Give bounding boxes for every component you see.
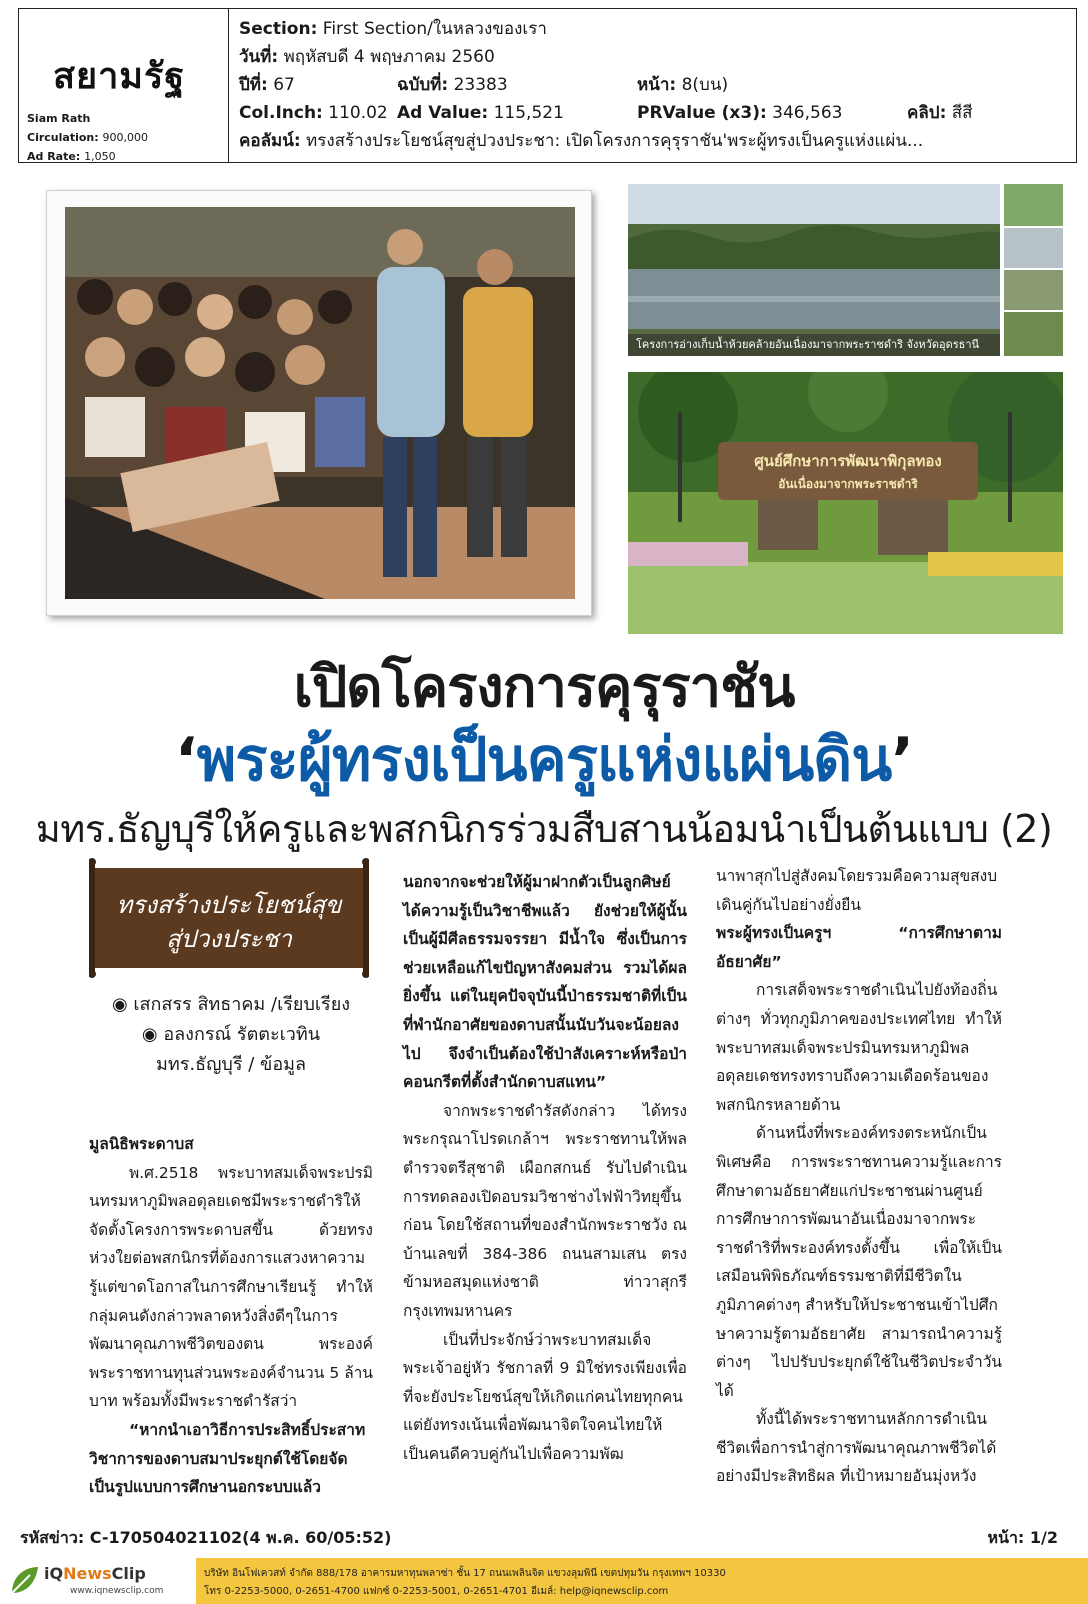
park-sign-line1: ศูนย์ศึกษาการพัฒนาพิกุลทอง — [754, 452, 942, 470]
subheading-foundation: มูลนิธิพระดาบส — [89, 1135, 194, 1153]
paragraph: การเสด็จพระราชดำเนินไปยังท้องถิ่นต่างๆ ทั่วทุกภูมิภาคของประเทศไทย ทำให้พระบาทสมเด็จพระปรมินทรมหาภูมิพลอดุลยเดชทรงทราบถึงความเดือดร้อนของพสกนิกรหลายด้าน — [716, 981, 1002, 1114]
brand-url: www.iqnewsclip.com — [70, 1586, 164, 1596]
footer-bar — [0, 1558, 1088, 1604]
column-banner — [89, 858, 369, 978]
headline-line2: ‘พระผู้ทรงเป็นครูแห่งแผ่นดิน’ — [174, 725, 914, 795]
ad-rate: Ad Rate: 1,050 — [27, 150, 116, 163]
learning-center-illustration — [628, 372, 1063, 634]
park-sign-line2: อันเนื่องมาจากพระราชดำริ — [778, 477, 918, 491]
byline-source: มทร.ธัญบุรี / ข้อมูล — [155, 1054, 307, 1075]
paragraph: พ.ศ.2518 พระบาทสมเด็จพระปรมินทรมหาภูมิพลอดุลยเดชมีพระราชดำริให้จัดตั้งโครงการพระดาบสขึ้น ด้วยทรงห่วงใยต่อพสกนิกรที่ต้องการแสวงหาความรู้แต่ขาดโอกาสในการศึกษาเรียนรู้ ทำให้กลุ่มคนดังกล่าวพลาดหวังสิ่งดีๆในการพัฒนาคุณภาพชีวิตของตน พระองค์พระราชทานทุนส่วนพระองค์จำนวน 5 ล้านบาท พร้อมทั้งมีพระราชดำรัสว่า — [89, 1163, 373, 1411]
byline-author: ◉ เสกสรร สิทธาคม /เรียบเรียง — [111, 994, 351, 1015]
king-with-crowd-photo — [46, 190, 592, 616]
paragraph: ด้านหนึ่งที่พระองค์ทรงตระหนักเป็นพิเศษคือ การพระราชทานความรู้และการศึกษาตามอัธยาศัยแก่ประชาชนผ่านศูนย์การศึกษาการพัฒนาอันเนื่องมาจากพระราชดำริที่พระองค์ทรงตั้งขึ้น เพื่อให้เป็นเสมือนพิพิธภัณฑ์ธรรมชาติที่มีชีวิตในภูมิภาคต่างๆ สำหรับให้ประชาชนเข้าไปศึก — [716, 1124, 1002, 1314]
reservoir-photo — [628, 184, 1063, 356]
crowd-photo-illustration — [65, 207, 575, 599]
brand-name: iQNewsClip — [44, 1564, 146, 1583]
company-contact: โทร 0-2253-5000, 0-2651-4700 แฟกซ์ 0-2253-5001, 0-2651-4701 อีเมล์: help@iqnewsclip.com — [204, 1586, 669, 1597]
column-banner-text: ทรงสร้างประโยชน์สุข สู่ปวงประชา — [116, 891, 342, 953]
company-address: บริษัท อินโฟเควสท์ จำกัด 888/178 อาคารมหาทุนพลาซ่า ชั้น 17 ถนนเพลินจิต แขวงลุมพินี เขตปทุมวัน กรุงเทพฯ 10330 — [204, 1568, 726, 1579]
learning-center-photo — [628, 372, 1063, 634]
publication-name: Siam Rath — [27, 112, 91, 125]
publication-logo: สยามรัฐ — [53, 56, 186, 97]
section-row: Section: First Section/ในหลวงของเรา — [239, 19, 547, 39]
headline-line1: เปิดโครงการคุรุราชัน — [293, 655, 795, 720]
article-column-3 — [716, 862, 1002, 1491]
paragraph: จากพระราชดำรัสดังกล่าว ได้ทรงพระกรุณาโปรดเกล้าฯ พระราชทานให้พลตำรวจตรีสุชาติ เผือกสกนธ์ รับไปดำเนินการทดลองเปิดอบรมวิชาช่างไฟฟ้าวิทยุขึ้นก่อน โดยใช้สถานที่ของสำนักพระราชวัง ณ บ้านเลขที่ 384-386 ถนนสามเสน ตรงข้ามหอสมุดแห่งชาติ ท่าวาสุกรี กรุงเทพมหานคร — [403, 1101, 687, 1320]
column-row: คอลัมน์: ทรงสร้างประโยชน์สุขสู่ปวงประชา: เปิดโครงการคุรุราชัน'พระผู้ทรงเป็นครูแห่งแผ่น... — [239, 131, 924, 151]
subheading-informal-education: พระผู้ทรงเป็นครูฯ “การศึกษาตามอัธยาศัย” — [716, 924, 1002, 971]
clipping-meta — [239, 15, 1070, 155]
paragraph-quote: “หากนำเอาวิธีการประสิทธิ์ประสาทวิชาการของดาบสมาประยุกต์ใช้โดยจัดเป็นรูปแบบการศึกษานอกระบบแล้ว — [89, 1420, 366, 1497]
publication-meta — [27, 109, 148, 166]
issue-row: ปีที่: 67 ฉบับที่: 23383 หน้า: 8(บน) — [239, 75, 729, 95]
news-id: รหัสข่าว: C-170504021102(4 พ.ค. 60/05:52) — [20, 1528, 392, 1547]
article-column-1 — [89, 1130, 373, 1502]
paragraph: นาพาสุกไปสู่สังคมโดยรวมคือความสุขสงบเดินคู่กันไปอย่างยั่งยืน — [716, 867, 998, 914]
reservoir-caption: โครงการอ่างเก็บน้ำห้วยคล้ายอันเนื่องมาจากพระราชดำริ จังหวัดอุดรธานี — [628, 334, 1000, 356]
subheadline: มทร.ธัญบุรีให้ครูและพสกนิกรร่วมสืบสานน้อมนำเป็นต้นแบบ (2) — [35, 807, 1053, 851]
paragraph: ษาความรู้ตามอัธยาศัย สามารถนำความรู้ต่างๆ ไปปรับประยุกต์ใช้ในชีวิตประจำวันได้ — [716, 1324, 1002, 1400]
iqnewsclip-logo — [0, 1558, 196, 1604]
leaf-icon — [6, 1563, 42, 1599]
byline-photographer: ◉ อลงกรณ์ รัตตะเวทิน — [141, 1024, 321, 1045]
value-row: Col.Inch: 110.02 Ad Value: 115,521 PRValue (x3): 346,563 คลิป: สีสี — [239, 103, 973, 123]
page-number: หน้า: 1/2 — [987, 1528, 1058, 1547]
paragraph: เป็นที่ประจักษ์ว่าพระบาทสมเด็จพระเจ้าอยู่หัว รัชกาลที่ 9 มิใช่ทรงเพียงเพื่อที่จะยังประโยชน์สุขให้เกิดแก่คนไทยทุกคน แต่ยังทรงเน้นเพื่อพัฒนาจิตใจคนไทยให้เป็นคนดีควบคู่กันไปเพื่อความพัฒ — [403, 1330, 687, 1463]
article-column-2 — [403, 868, 687, 1468]
circulation: Circulation: 900,000 — [27, 131, 148, 144]
paragraph: ทั้งนี้ได้พระราชทานหลักการดำเนินชีวิตเพื่อการนำสู่การพัฒนาคุณภาพชีวิตได้อย่างมีประสิทธิผล ที่เป้าหมายอันมุ่งหวัง — [716, 1410, 997, 1486]
paragraph-quote-continued: นอกจากจะช่วยให้ผู้มาฝากตัวเป็นลูกศิษย์ได้ความรู้เป็นวิชาชีพแล้ว ยังช่วยให้ผู้นั้นเป็นผู้มีศีลธรรมจรรยา มีน้ำใจ ซึ่งเป็นการช่วยเหลือแก้ไขปัญหาสังคมส่วน รวมได้ผลยิ่งขึ้น แต่ในยุคปัจจุบันนี้ป่าธรรมชาติที่เป็นที่พำนักอาศัยของดาบสนั้นนับวันจะน้อยลงไป จึงจำเป็นต้องใช้ป่าสังเคราะห์หรือป่าคอนกรีตที่ตั้งสำนักดาบสแทน” — [403, 873, 687, 1092]
publication-panel — [19, 9, 229, 162]
reservoir-illustration — [628, 184, 1063, 356]
date-row: วันที่: พฤหัสบดี 4 พฤษภาคม 2560 — [239, 47, 495, 67]
clipping-header — [18, 8, 1077, 163]
